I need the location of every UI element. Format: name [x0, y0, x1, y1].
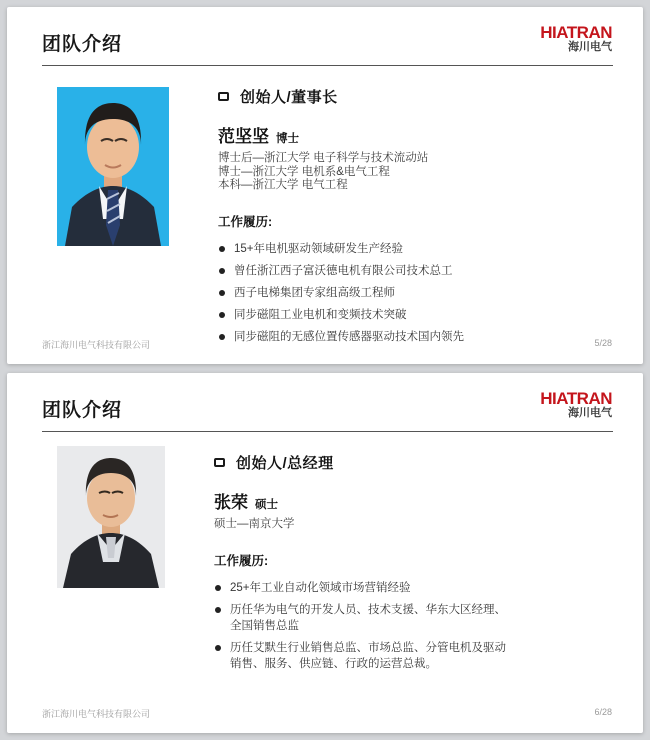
square-bullet-icon	[214, 458, 225, 467]
footer-company-name: 浙江海川电气科技有限公司	[42, 340, 151, 350]
slide-footer	[42, 338, 612, 351]
work-history-item: 同步磁阻的无感位置传感器驱动技术国内领先	[218, 329, 518, 345]
slide-header	[7, 7, 643, 56]
slide-footer	[42, 707, 612, 720]
page-title: 团队介绍	[42, 34, 123, 55]
role-title: 创始人/总经理	[236, 455, 334, 472]
work-history-item: 历任艾默生行业销售总监、市场总监、分管电机及驱动销售、服务、供应链、行政的运营总裁。	[214, 640, 514, 672]
slide-body	[7, 432, 643, 678]
logo-wordmark: HIATRAN	[540, 389, 612, 408]
work-history-item: 15+年电机驱动领域研发生产经验	[218, 241, 518, 257]
work-history-item: 西子电梯集团专家组高级工程师	[218, 285, 518, 301]
company-logo	[540, 390, 612, 419]
work-history-list	[218, 241, 518, 345]
page-title: 团队介绍	[42, 400, 123, 421]
name-row	[214, 488, 514, 513]
work-history-item: 曾任浙江西子富沃德电机有限公司技术总工	[218, 263, 518, 279]
person-details	[214, 452, 514, 678]
work-history-item: 历任华为电气的开发人员、技术支援、华东大区经理、全国销售总监	[214, 602, 514, 634]
logo-chinese-name: 海川电气	[568, 407, 612, 419]
portrait-illustration	[57, 87, 169, 246]
work-history-label: 工作履历:	[218, 214, 273, 229]
slide-page-6	[7, 373, 643, 733]
company-logo	[540, 24, 612, 53]
person-name: 范坚坚	[218, 127, 269, 146]
education-item: 硕士—南京大学	[214, 518, 295, 530]
square-bullet-icon	[218, 92, 229, 101]
person-degree: 硕士	[255, 499, 278, 511]
name-row	[218, 122, 518, 147]
work-history-item: 同步磁阻工业电机和变频技术突破	[218, 307, 518, 323]
person-degree: 博士	[276, 133, 299, 145]
footer-company-name: 浙江海川电气科技有限公司	[42, 709, 151, 719]
section-header	[214, 452, 514, 473]
education-list	[218, 152, 518, 193]
education-item: 博士—浙江大学 电机系&电气工程	[218, 165, 390, 178]
portrait-illustration	[57, 446, 165, 588]
education-list	[214, 518, 514, 532]
person-name: 张荣	[214, 493, 248, 512]
work-history-label: 工作履历:	[214, 553, 269, 568]
work-history-item: 25+年工业自动化领域市场营销经验	[214, 580, 514, 596]
slide-header	[7, 373, 643, 422]
section-header	[218, 86, 518, 107]
footer-page-number: 6/28	[594, 707, 612, 717]
education-item: 博士后—浙江大学 电子科学与技术流动站	[218, 152, 429, 164]
footer-page-number: 5/28	[594, 338, 612, 348]
person-details	[218, 86, 518, 351]
portrait-photo-general-manager	[57, 446, 165, 678]
logo-chinese-name: 海川电气	[568, 41, 612, 53]
slide-page-5	[7, 7, 643, 364]
logo-wordmark: HIATRAN	[540, 23, 612, 42]
slide-body	[7, 66, 643, 351]
portrait-photo-chairman	[57, 87, 169, 351]
education-item: 本科—浙江大学 电气工程	[218, 179, 348, 191]
work-history-list	[214, 580, 514, 672]
role-title: 创始人/董事长	[240, 89, 338, 106]
